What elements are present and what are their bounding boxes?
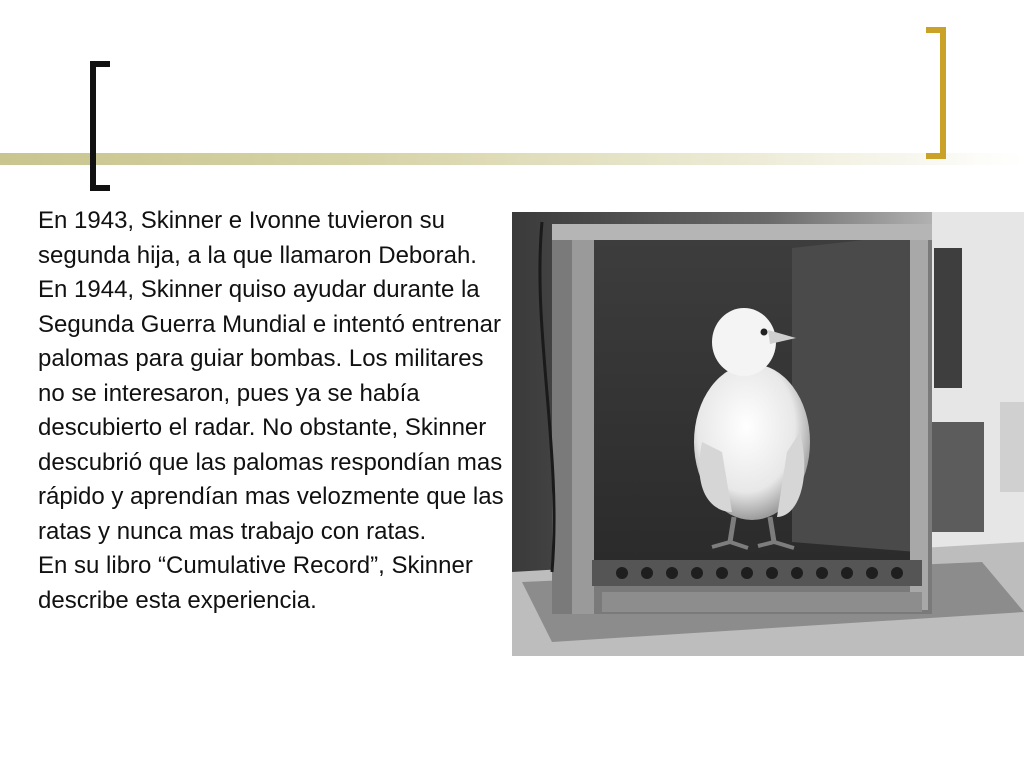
paragraph: En su libro “Cumulative Record”, Skinner describe esta experiencia.	[38, 552, 473, 614]
left-bracket-decoration	[90, 61, 110, 191]
right-bracket-decoration	[926, 27, 946, 159]
pigeon-in-box-image	[512, 212, 1024, 656]
pigeon-photo	[512, 212, 1024, 656]
decorative-rule	[0, 153, 1024, 165]
body-text	[38, 204, 508, 618]
paragraph: En 1943, Skinner e Ivonne tuvieron su segunda hija, a la que llamaron Deborah. En 1944, Skinner quiso ayudar durante la Segunda Guerra Mundial e intentó entrenar palomas para guiar bombas. Los militares no se interesaron, pues ya se había descubierto el radar. No obstante, Skinner descubrió que las palomas respondían mas rápido y aprendían mas velozmente que las ratas y nunca mas trabajo con ratas.	[38, 207, 504, 545]
